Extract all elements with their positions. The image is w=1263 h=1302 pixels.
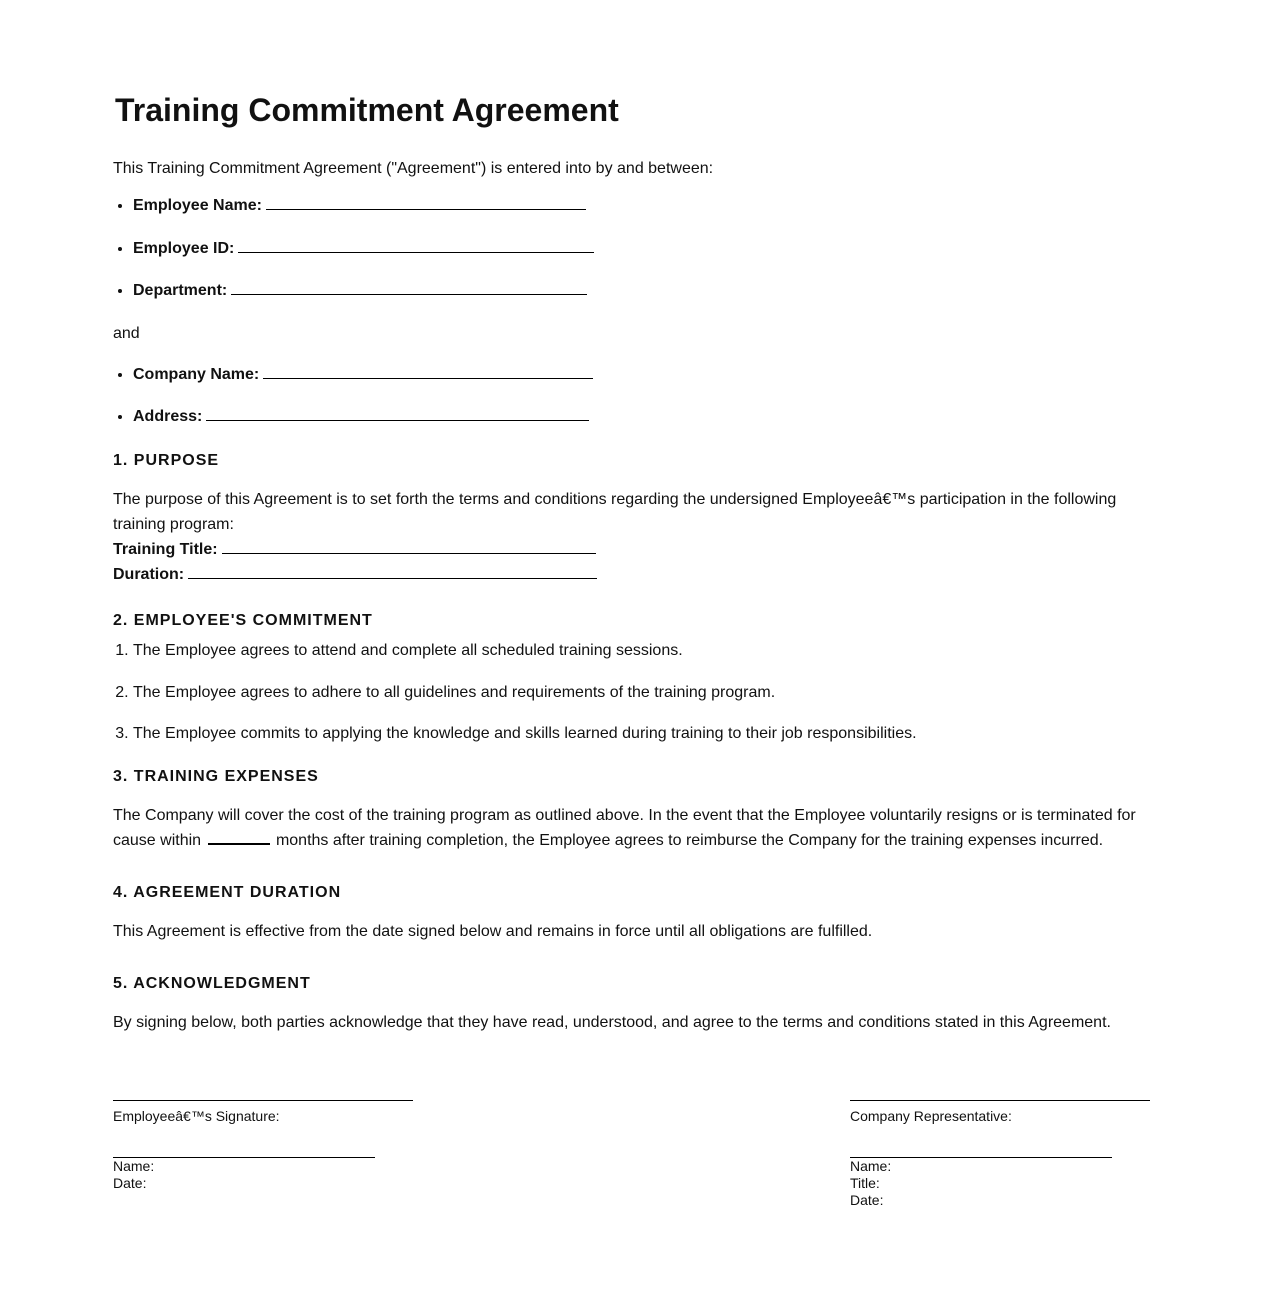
blank-line (231, 280, 587, 295)
blank-line (263, 364, 593, 379)
acknowledgment-heading: 5. ACKNOWLEDGMENT (113, 975, 311, 992)
duration-field (113, 562, 1143, 587)
document-title: Training Commitment Agreement (115, 92, 619, 128)
intro-text: This Training Commitment Agreement ("Agreement") is entered into by and between: (113, 160, 714, 177)
blank-line (222, 539, 596, 554)
expenses-text (113, 803, 1143, 853)
commitment-list (113, 641, 1143, 744)
company-signature-block (850, 1100, 1150, 1209)
duration-heading: 4. AGREEMENT DURATION (113, 884, 342, 901)
and-text: and (113, 324, 140, 342)
field-label: Address: (133, 408, 203, 425)
field-label: Department: (133, 282, 228, 299)
field-label: Training Title: (113, 541, 218, 558)
acknowledgment-text: By signing below, both parties acknowledge that they have read, understood, and agree to the terms and conditions stated in this Agreement. (113, 1014, 1111, 1031)
blank-line (188, 564, 597, 579)
date-label: Date: (113, 1175, 147, 1191)
name-label: Name: (113, 1158, 155, 1174)
field-label: Company Name: (133, 365, 260, 383)
training-title-field (113, 537, 1143, 562)
duration-text: This Agreement is effective from the date signed below and remains in force until all obligations are fulfilled. (113, 923, 873, 940)
company-fields (113, 364, 1143, 428)
blank-line (266, 195, 586, 210)
date-label: Date: (850, 1192, 884, 1208)
department-field (133, 280, 1143, 301)
blank-line (206, 406, 589, 421)
address-field (133, 406, 1143, 427)
text: months after training completion, the Employee agrees to reimburse the Company for the training expenses incurred. (275, 832, 1104, 849)
signature-line (113, 1100, 413, 1101)
title-label: Title: (850, 1175, 880, 1191)
signature-label: Employeeâ€™s Signature: (113, 1108, 280, 1124)
purpose-text: The purpose of this Agreement is to set forth the terms and conditions regarding the undersigned Employeeâ€™s participation in the following training program: (113, 491, 1117, 533)
list-item: 2. The Employee agrees to adhere to all guidelines and requirements of the training program. (133, 683, 1143, 703)
list-item: 1. The Employee agrees to attend and complete all scheduled training sessions. (133, 641, 1143, 661)
employee-signature-block (113, 1100, 413, 1192)
expenses-heading: 3. TRAINING EXPENSES (113, 768, 319, 785)
text: The Company will cover the cost of the training program as outlined above. In the event that the Employee voluntarily resigns or is terminated for cause within (113, 807, 1136, 849)
signature-line (850, 1100, 1150, 1101)
field-label: Duration: (113, 566, 185, 583)
list-item: 3. The Employee commits to applying the knowledge and skills learned during training to their job responsibilities. (133, 724, 1143, 744)
commitment-heading: 2. EMPLOYEE'S COMMITMENT (113, 612, 373, 629)
blank-line (208, 829, 270, 845)
signature-label: Company Representative: (850, 1108, 1012, 1124)
employee-id-field (133, 238, 1143, 259)
purpose-heading: 1. PURPOSE (113, 452, 220, 469)
employee-name-field (133, 195, 1143, 216)
company-name-field (133, 364, 1143, 385)
field-label: Employee ID: (133, 239, 235, 257)
name-label: Name: (850, 1158, 892, 1174)
blank-line (238, 238, 594, 253)
employee-fields (113, 195, 1143, 301)
field-label: Employee Name: (133, 197, 262, 214)
